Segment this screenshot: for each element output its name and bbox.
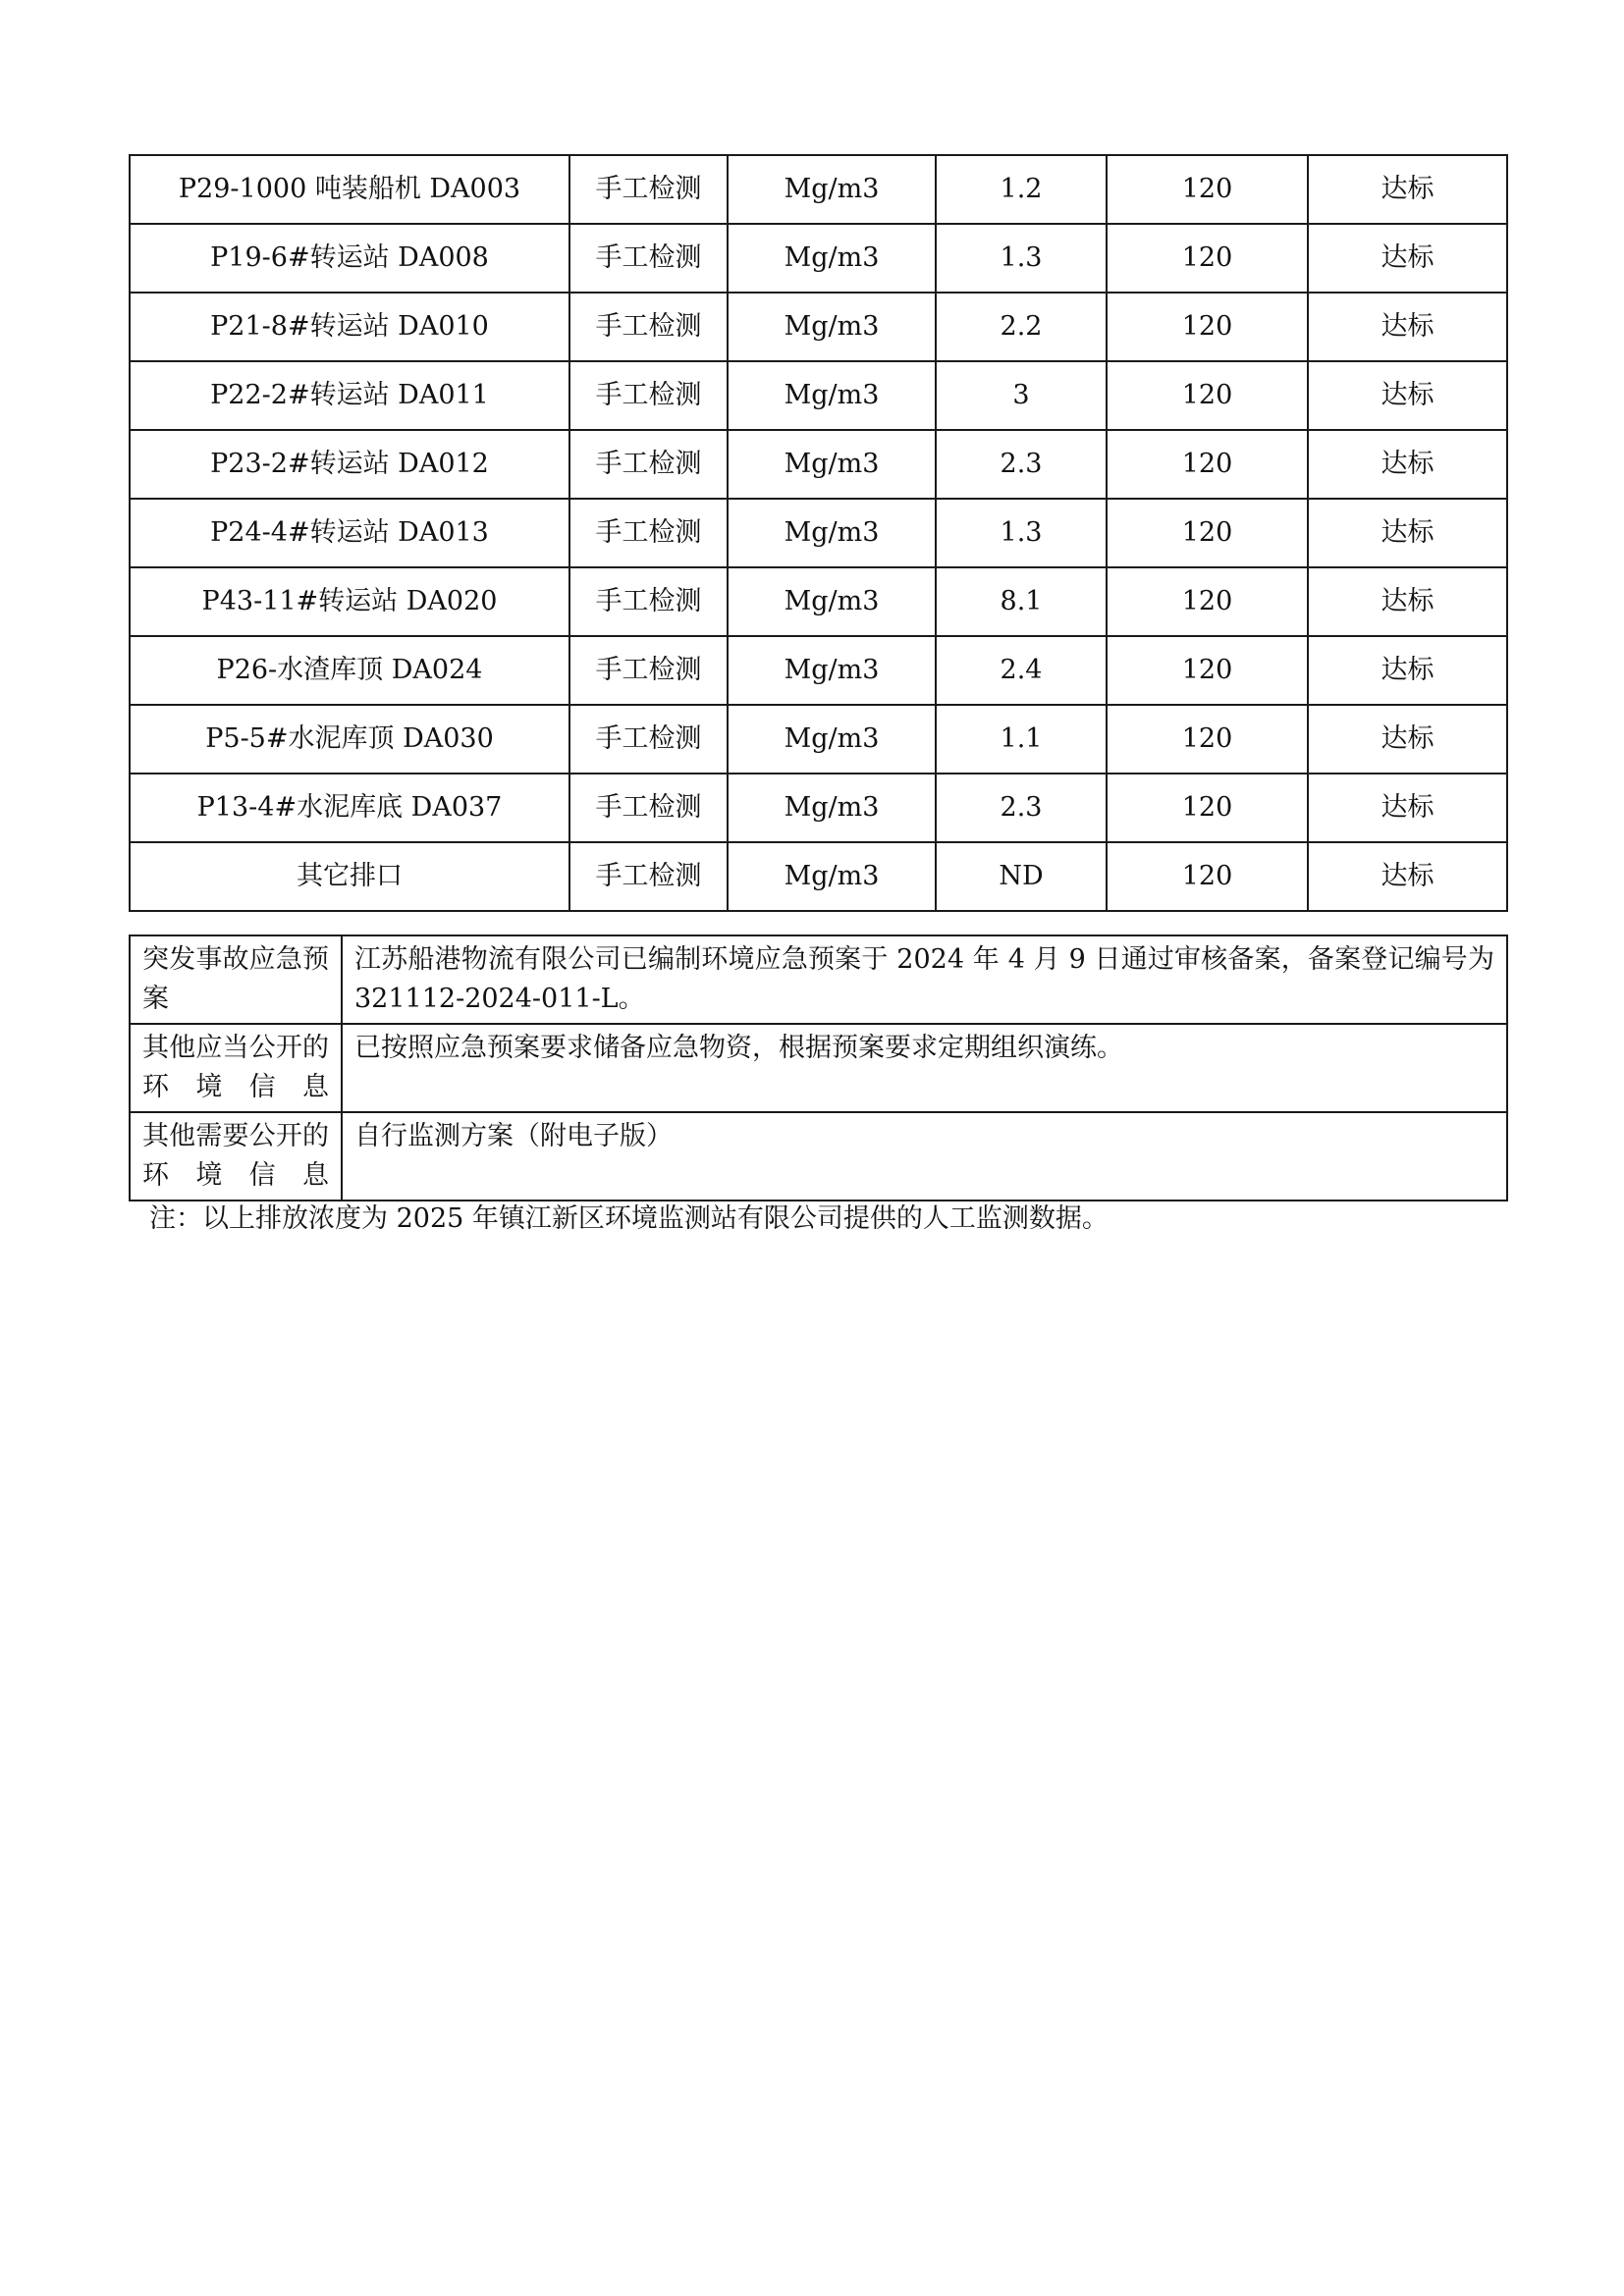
value-cell: 2.2 bbox=[936, 293, 1107, 361]
outlet-cell: P21-8#转运站 DA010 bbox=[130, 293, 569, 361]
value-cell: ND bbox=[936, 842, 1107, 911]
outlet-cell: 其它排口 bbox=[130, 842, 569, 911]
limit-cell: 120 bbox=[1107, 499, 1308, 567]
unit-cell: Mg/m3 bbox=[728, 499, 936, 567]
info-label-cell: 突发事故应急预案 bbox=[130, 935, 342, 1024]
table-row bbox=[130, 293, 1507, 361]
unit-cell: Mg/m3 bbox=[728, 842, 936, 911]
info-content-cell: 已按照应急预案要求储备应急物资，根据预案要求定期组织演练。 bbox=[342, 1024, 1507, 1112]
outlet-cell: P23-2#转运站 DA012 bbox=[130, 430, 569, 499]
method-cell: 手工检测 bbox=[569, 224, 728, 293]
unit-cell: Mg/m3 bbox=[728, 567, 936, 636]
table-row bbox=[130, 567, 1507, 636]
value-cell: 1.1 bbox=[936, 705, 1107, 774]
limit-cell: 120 bbox=[1107, 430, 1308, 499]
table-row bbox=[130, 499, 1507, 567]
result-cell: 达标 bbox=[1308, 636, 1507, 705]
result-cell: 达标 bbox=[1308, 842, 1507, 911]
value-cell: 8.1 bbox=[936, 567, 1107, 636]
method-cell: 手工检测 bbox=[569, 293, 728, 361]
outlet-cell: P29-1000 吨装船机 DA003 bbox=[130, 155, 569, 224]
value-cell: 3 bbox=[936, 361, 1107, 430]
table-row bbox=[130, 1112, 1507, 1201]
result-cell: 达标 bbox=[1308, 293, 1507, 361]
result-cell: 达标 bbox=[1308, 430, 1507, 499]
outlet-cell: P26-水渣库顶 DA024 bbox=[130, 636, 569, 705]
unit-cell: Mg/m3 bbox=[728, 155, 936, 224]
result-cell: 达标 bbox=[1308, 155, 1507, 224]
outlet-cell: P24-4#转运站 DA013 bbox=[130, 499, 569, 567]
limit-cell: 120 bbox=[1107, 774, 1308, 842]
unit-cell: Mg/m3 bbox=[728, 224, 936, 293]
info-content-cell: 自行监测方案（附电子版） bbox=[342, 1112, 1507, 1201]
limit-cell: 120 bbox=[1107, 224, 1308, 293]
footnote: 注：以上排放浓度为 2025 年镇江新区环境监测站有限公司提供的人工监测数据。 bbox=[149, 1203, 1109, 1234]
unit-cell: Mg/m3 bbox=[728, 774, 936, 842]
outlet-cell: P22-2#转运站 DA011 bbox=[130, 361, 569, 430]
emission-monitoring-table bbox=[129, 154, 1508, 912]
method-cell: 手工检测 bbox=[569, 499, 728, 567]
method-cell: 手工检测 bbox=[569, 636, 728, 705]
unit-cell: Mg/m3 bbox=[728, 636, 936, 705]
table-row bbox=[130, 842, 1507, 911]
limit-cell: 120 bbox=[1107, 567, 1308, 636]
table-row bbox=[130, 430, 1507, 499]
result-cell: 达标 bbox=[1308, 774, 1507, 842]
info-label-cell: 其他应当公开的环境信息 bbox=[130, 1024, 342, 1112]
outlet-cell: P13-4#水泥库底 DA037 bbox=[130, 774, 569, 842]
table-row bbox=[130, 155, 1507, 224]
table-row bbox=[130, 361, 1507, 430]
result-cell: 达标 bbox=[1308, 224, 1507, 293]
unit-cell: Mg/m3 bbox=[728, 293, 936, 361]
method-cell: 手工检测 bbox=[569, 567, 728, 636]
limit-cell: 120 bbox=[1107, 705, 1308, 774]
limit-cell: 120 bbox=[1107, 293, 1308, 361]
outlet-cell: P19-6#转运站 DA008 bbox=[130, 224, 569, 293]
method-cell: 手工检测 bbox=[569, 155, 728, 224]
value-cell: 1.2 bbox=[936, 155, 1107, 224]
method-cell: 手工检测 bbox=[569, 430, 728, 499]
outlet-cell: P43-11#转运站 DA020 bbox=[130, 567, 569, 636]
table-row bbox=[130, 705, 1507, 774]
method-cell: 手工检测 bbox=[569, 842, 728, 911]
table-row bbox=[130, 935, 1507, 1024]
table-row bbox=[130, 224, 1507, 293]
value-cell: 2.3 bbox=[936, 430, 1107, 499]
unit-cell: Mg/m3 bbox=[728, 361, 936, 430]
method-cell: 手工检测 bbox=[569, 774, 728, 842]
info-label-cell: 其他需要公开的环境信息 bbox=[130, 1112, 342, 1201]
value-cell: 2.3 bbox=[936, 774, 1107, 842]
result-cell: 达标 bbox=[1308, 361, 1507, 430]
limit-cell: 120 bbox=[1107, 361, 1308, 430]
unit-cell: Mg/m3 bbox=[728, 705, 936, 774]
limit-cell: 120 bbox=[1107, 155, 1308, 224]
table-row bbox=[130, 636, 1507, 705]
method-cell: 手工检测 bbox=[569, 705, 728, 774]
value-cell: 1.3 bbox=[936, 224, 1107, 293]
environmental-info-table bbox=[129, 934, 1508, 1201]
limit-cell: 120 bbox=[1107, 842, 1308, 911]
value-cell: 2.4 bbox=[936, 636, 1107, 705]
table-row bbox=[130, 774, 1507, 842]
outlet-cell: P5-5#水泥库顶 DA030 bbox=[130, 705, 569, 774]
table-row bbox=[130, 1024, 1507, 1112]
result-cell: 达标 bbox=[1308, 705, 1507, 774]
result-cell: 达标 bbox=[1308, 499, 1507, 567]
value-cell: 1.3 bbox=[936, 499, 1107, 567]
limit-cell: 120 bbox=[1107, 636, 1308, 705]
info-content-cell: 江苏船港物流有限公司已编制环境应急预案于 2024 年 4 月 9 日通过审核备案，备案登记编号为 321112-2024-011-L。 bbox=[342, 935, 1507, 1024]
unit-cell: Mg/m3 bbox=[728, 430, 936, 499]
result-cell: 达标 bbox=[1308, 567, 1507, 636]
method-cell: 手工检测 bbox=[569, 361, 728, 430]
